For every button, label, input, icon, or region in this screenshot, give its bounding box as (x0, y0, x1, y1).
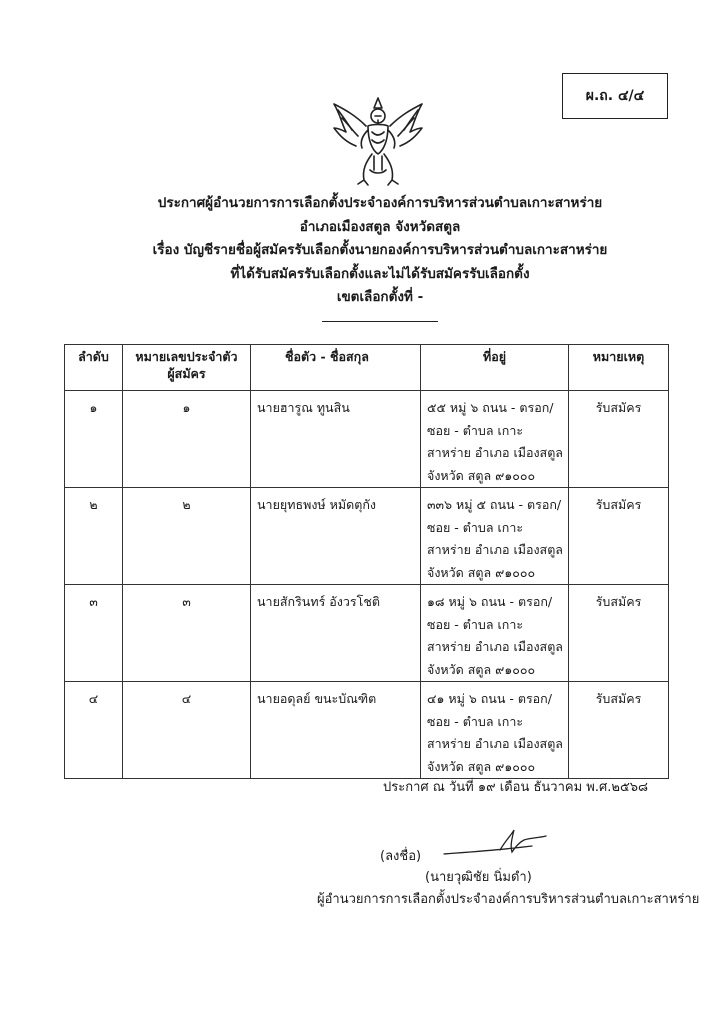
cell-name: นายยุทธพงษ์ หมัดตุกัง (251, 488, 421, 585)
cell-address (421, 682, 569, 779)
header-number-line-2: ผู้สมัคร (167, 366, 206, 381)
address-line: จังหวัด สตูล ๙๑๐๐๐ (427, 661, 536, 677)
cell-address (421, 391, 569, 488)
address-line: สาหร่าย อำเภอ เมืองสตูล (427, 639, 563, 654)
table-row (65, 682, 669, 779)
address-line: ๔๑ หมู่ ๖ ถนน - ตรอก/ (427, 691, 552, 706)
cell-number: ๑ (123, 391, 251, 488)
header-line-3: เรื่อง บัญชีรายชื่อผู้สมัครรับเลือกตั้งนายกองค์การบริหารส่วนตำบลเกาะสาหร่าย (152, 242, 608, 258)
address-line: จังหวัด สตูล ๙๑๐๐๐ (427, 758, 536, 774)
address-line: ๑๘ หมู่ ๖ ถนน - ตรอก/ (427, 594, 553, 609)
cell-order: ๒ (65, 488, 123, 585)
address-line: ๕๕ หมู่ ๖ ถนน - ตรอก/ (427, 400, 554, 415)
table-row (65, 391, 669, 488)
header-line-4: ที่ได้รับสมัครรับเลือกตั้งและไม่ได้รับสมัครรับเลือกตั้ง (230, 265, 530, 282)
signature-label: (ลงชื่อ) (380, 849, 422, 864)
announcement-header (100, 192, 660, 310)
cell-remark: รับสมัคร (569, 488, 669, 585)
address-line: ซอย - ตำบล เกาะ (427, 519, 524, 535)
header-order: ลำดับ (65, 345, 123, 391)
header-number-line-1: หมายเลขประจำตัว (135, 349, 238, 364)
header-address: ที่อยู่ (421, 345, 569, 391)
header-candidate-number (123, 345, 251, 391)
cell-name: นายฮารูณ ทูนสิน (251, 391, 421, 488)
header-line-2: อำเภอเมืองสตูล จังหวัดสตูล (299, 218, 461, 235)
address-line: จังหวัด สตูล ๙๑๐๐๐ (427, 564, 536, 580)
table-header-row (65, 345, 669, 391)
table-row (65, 585, 669, 682)
signer-position: ผู้อำนวยการการเลือกตั้งประจำองค์การบริหารส่วนตำบลเกาะสาหร่าย (317, 892, 700, 907)
header-name: ชื่อตัว - ชื่อสกุล (251, 345, 421, 391)
cell-address (421, 585, 569, 682)
signer-name: (นายวุฒิชัย นิ่มดำ) (425, 870, 532, 885)
cell-remark: รับสมัคร (569, 391, 669, 488)
address-line: จังหวัด สตูล ๙๑๐๐๐ (427, 467, 536, 483)
cell-order: ๔ (65, 682, 123, 779)
form-code: ผ.ถ. ๔/๔ (585, 88, 645, 104)
garuda-emblem-icon (328, 96, 428, 188)
cell-order: ๓ (65, 585, 123, 682)
cell-name: นายสักรินทร์ อังวรโชติ (251, 585, 421, 682)
header-line-5: เขตเลือกตั้งที่ - (336, 289, 424, 305)
cell-number: ๔ (123, 682, 251, 779)
candidates-table (64, 344, 669, 779)
header-remark: หมายเหตุ (569, 345, 669, 391)
address-line: สาหร่าย อำเภอ เมืองสตูล (427, 542, 563, 557)
address-line: ซอย - ตำบล เกาะ (427, 422, 524, 438)
table-row (65, 488, 669, 585)
cell-order: ๑ (65, 391, 123, 488)
form-code-box (562, 73, 668, 119)
address-line: สาหร่าย อำเภอ เมืองสตูล (427, 736, 563, 751)
announcement-date: ประกาศ ณ วันที่ ๑๙ เดือน ธันวาคม พ.ศ.๒๕๖๘ (383, 780, 649, 795)
address-line: ซอย - ตำบล เกาะ (427, 713, 524, 729)
cell-number: ๓ (123, 585, 251, 682)
address-line: ๓๓๖ หมู่ ๕ ถนน - ตรอก/ (427, 497, 562, 512)
cell-remark: รับสมัคร (569, 682, 669, 779)
cell-number: ๒ (123, 488, 251, 585)
address-line: ซอย - ตำบล เกาะ (427, 616, 524, 632)
header-line-1: ประกาศผู้อำนวยการการเลือกตั้งประจำองค์การบริหารส่วนตำบลเกาะสาหร่าย (157, 195, 603, 211)
cell-remark: รับสมัคร (569, 585, 669, 682)
address-line: สาหร่าย อำเภอ เมืองสตูล (427, 445, 563, 460)
cell-address (421, 488, 569, 585)
cell-name: นายอดุลย์ ขนะบัณฑิต (251, 682, 421, 779)
header-divider (322, 321, 438, 322)
handwritten-signature (440, 826, 550, 866)
